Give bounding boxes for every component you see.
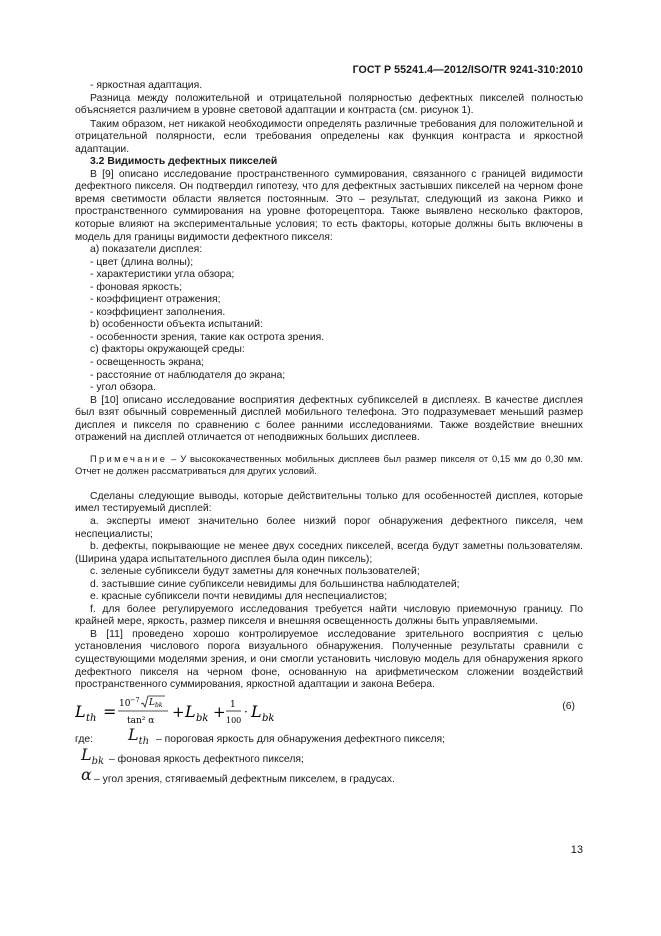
- formula-graphic: [75, 695, 315, 729]
- factor-item: - угол обзора.: [90, 382, 156, 394]
- formula-equals: =: [103, 701, 117, 721]
- paragraph-brightness-adaptation: - яркостная адаптация.: [90, 80, 203, 91]
- formula-number: (6): [562, 700, 575, 712]
- formula-term2: L: [185, 701, 196, 721]
- factor-item: b) особенности объекта испытаний:: [90, 319, 263, 331]
- paragraph-study-9: В [9] описано исследование пространственного суммирования, связанного с границей видимости дефектного пикселя. Он подтвердил гипотезу, что для дефектных застывших пикселей на черном фоне время светимости области является постоянным. Это – результат, следующий из закона Рикко и пространственного суммирования на уровне фоторецептора. Также выявлено несколько факторов, которые влияют на экспериментальные условия; то есть факторы, которые должны быть включены в модель для границы видимости дефектного пикселя:: [75, 168, 583, 243]
- conclusion-item: e. красные субпиксели почти невидимы для неспециалистов;: [90, 591, 388, 603]
- definition-text: – фоновая яркость дефектного пикселя;: [109, 753, 304, 765]
- factor-item: - фоновая яркость;: [90, 281, 182, 293]
- note: [75, 453, 583, 478]
- paragraph-conclusion-polarity: Таким образом, нет никакой необходимости определять различные требования для положительной и отрицательной полярности, если требования определены как функция контраста и яркостной адаптации.: [75, 118, 583, 155]
- factor-item: - цвет (длина волны);: [90, 256, 194, 268]
- conclusion-list: [75, 516, 583, 629]
- formula-lhs-sub: th: [86, 712, 97, 724]
- formula-frac2-num: 1: [230, 699, 236, 710]
- factor-item: a) показатели дисплея:: [90, 244, 203, 256]
- factor-item: - характеристики угла обзора;: [90, 269, 235, 281]
- conclusion-item: a. эксперты имеют значительно более низкий порог обнаружения дефектного пикселя, чем неспециалисты;: [75, 515, 583, 540]
- formula-coef-exp: −7: [130, 695, 140, 704]
- paragraph-study-11: В [11] проведено хорошо контролируемое исследование зрительного восприятия с целью установления числового порога визуального обнаружения. Полученные результаты сравнили с существующими моделями зрения, и они смогли установить числовую модель для обнаружения яркого дефектного пикселя на черном фоне, основанную на арифметическом сложении воздействий пространственного суммирования, яркостной адаптации и закона Вебера.: [75, 628, 583, 691]
- formula-coef: 10: [119, 698, 131, 709]
- factor-item: - коэффициент отражения;: [90, 294, 221, 306]
- section-title: 3.2 Видимость дефектных пикселей: [90, 156, 278, 168]
- page-number: 13: [570, 844, 583, 856]
- note-text: – У высококачественных мобильных дисплеев был размер пикселя от 0,15 мм до 0,30 мм. Отчет не должен рассматриваться для других условий.: [75, 452, 583, 477]
- paragraph-study-10: В [10] описано исследование восприятия дефектных субпикселей в дисплеях. В качестве дисплея был взят обычный современный дисплей мобильного телефона. Это подразумевает меньший размер дисплея и пикселя по сравнению с более ранними исследованиями. Также воздействие внешних отражений на дисплей отличается от неподвижных больших дисплеев.: [75, 394, 583, 444]
- formula-plus-1: +: [172, 702, 185, 721]
- conclusion-item: f. для более регулируемого исследования требуется найти числовую приемочную границу. По крайней мере, яркость, размер пикселя и внешняя освещенность должны быть управляемыми.: [75, 603, 583, 628]
- paragraph-polarity-difference: Разница между положительной и отрицательной полярностью дефектных пикселей полностью объясняется различием в уровне световой адаптации и контраста (см. рисунок 1).: [75, 92, 583, 117]
- factor-item: - особенности зрения, такие как острота зрения.: [90, 331, 325, 343]
- document-header: ГОСТ Р 55241.4—2012/ISO/TR 9241-310:2010: [352, 64, 583, 76]
- factor-item: - коэффициент заполнения.: [90, 306, 226, 318]
- document-body: [75, 80, 583, 789]
- conclusion-item: d. застывшие синие субпиксели невидимы для большинства наблюдателей;: [90, 578, 460, 590]
- factor-item: - расстояние от наблюдателя до экрана;: [90, 369, 286, 381]
- definition-angle: [75, 764, 583, 789]
- formula-term3: L: [251, 701, 262, 721]
- formula-lhs: L: [75, 701, 86, 721]
- formula-dot: ·: [244, 704, 248, 719]
- definition-text: – угол зрения, стягиваемый дефектным пикселем, в градусах.: [94, 773, 395, 785]
- formula-plus-2: +: [213, 702, 226, 721]
- formula-6: [75, 695, 583, 729]
- formula-term2-sub: bk: [196, 712, 209, 724]
- formula-term3-sub: bk: [262, 712, 275, 724]
- where-label: где:: [75, 733, 94, 745]
- definition-symbol: $L_{th}$: [128, 724, 150, 747]
- conclusion-item: b. дефекты, покрывающие не менее двух соседних пикселей, всегда будут заметны пользователям. (Ширина удара испытательного дисплея была один пиксель);: [75, 541, 583, 565]
- definition-threshold: [75, 724, 583, 749]
- definition-background: [75, 744, 583, 769]
- paragraph-conclusions-intro: Сделаны следующие выводы, которые действительны только для особенностей дисплея, которые имел тестируемый дисплей:: [75, 490, 583, 515]
- factor-list: [75, 244, 583, 395]
- factor-item: - освещенность экрана;: [90, 357, 205, 369]
- definition-symbol: α: [81, 764, 92, 784]
- definition-symbol: $L_{bk}$: [81, 744, 105, 767]
- factor-item: c) факторы окружающей среды:: [90, 344, 245, 356]
- formula-frac2-den: 100: [226, 715, 242, 725]
- definition-text: – пороговая яркость для обнаружения дефектного пикселя;: [156, 733, 446, 745]
- formula-root-arg: L: [149, 697, 155, 708]
- formula-root-arg-sub: bk: [155, 701, 163, 709]
- conclusion-item: c. зеленые субпиксели будут заметны для конечных пользователей;: [90, 566, 420, 578]
- formula-denominator: tan² α: [127, 715, 155, 726]
- note-label: Примечание: [90, 452, 168, 464]
